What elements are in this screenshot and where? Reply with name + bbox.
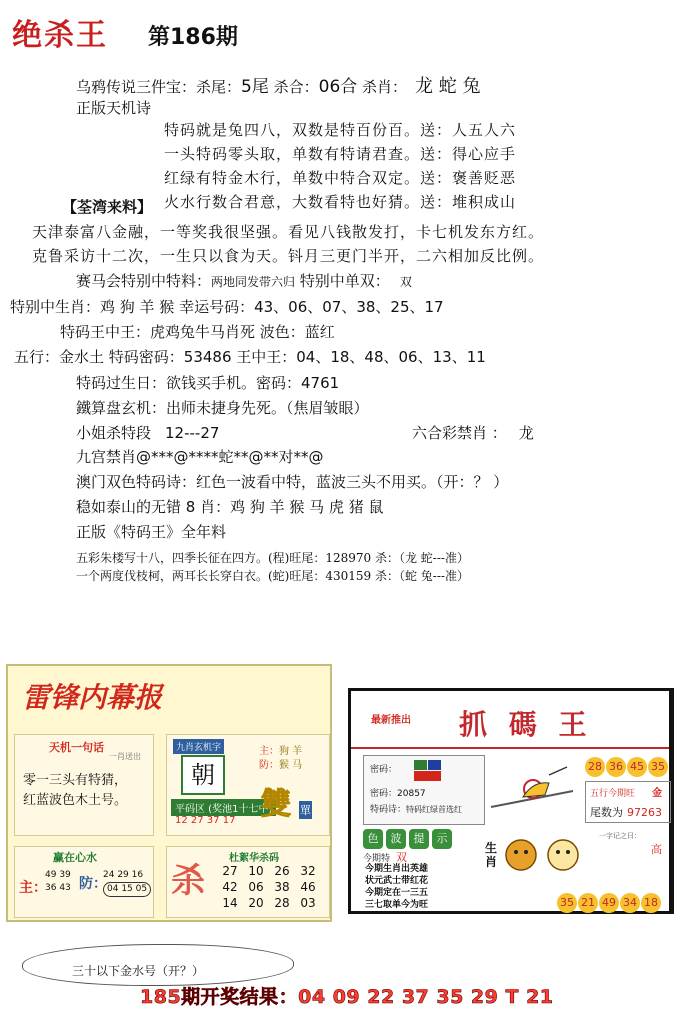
- hint-tag: 示: [432, 829, 452, 849]
- main-guard: [259, 745, 302, 773]
- issue-number: 第186期: [148, 25, 238, 50]
- phrase-line: 红蓝波色木土号。: [23, 793, 128, 808]
- guard2-row: 04 15 05: [103, 882, 151, 897]
- zodiac-vertical: [485, 841, 497, 869]
- zodiac-char: 肖: [485, 855, 498, 869]
- main2-label: 主：: [19, 880, 47, 896]
- kill-zodiac: 龙 蛇 兔: [415, 76, 481, 97]
- verse-line: 状元武士带红花: [365, 876, 429, 886]
- hot-number-ball: 45: [627, 757, 647, 777]
- horse-label: 赛马会特别中特料：: [76, 272, 212, 290]
- poem-label: 特码诗：: [370, 805, 407, 815]
- side-label: 一字记之曰：: [599, 832, 641, 840]
- taishan-line: 稳如泰山的无错 8 肖：鸡 狗 羊 猴 马 虎 猪 鼠: [76, 498, 384, 516]
- phrase-sub: 一肖送出: [109, 752, 141, 761]
- bottom-number-ball: 18: [641, 893, 661, 913]
- bottom-number-ball: 21: [578, 893, 598, 913]
- heart-title: 赢在心水: [53, 851, 97, 864]
- zodiac-char: 生: [485, 841, 498, 855]
- poem-line: 火水行数合君意，大数看特也好猜。送：堆积成山: [164, 193, 517, 211]
- grab-code-title: 抓 碼 王: [459, 708, 593, 741]
- phrase-line: 零一三头有特猜，: [23, 773, 128, 788]
- tail-label: 尾数为: [590, 806, 623, 819]
- horse-line: [76, 270, 412, 291]
- draw-result: 185期开奖结果：04 09 22 37 35 29 T 21: [140, 986, 554, 1008]
- birthday-line: 特码过生日：欲钱买手机。密码：4761: [76, 374, 340, 392]
- main-value: 狗 羊: [279, 746, 303, 757]
- guard2-row: 24 29 16: [103, 870, 144, 880]
- grab-code-header: [351, 691, 669, 749]
- lei-feng-panel: [6, 664, 332, 922]
- lead-line: 克鲁采访十二次，一生只以食为天。钭月三更门半开，二六相加反比例。: [32, 247, 545, 265]
- hint-tag: 色: [363, 829, 383, 849]
- heart-box: [14, 846, 154, 918]
- liuhe-ban-value: 龙: [518, 424, 534, 442]
- tail-block: [76, 549, 469, 585]
- single-char: 單: [299, 801, 312, 819]
- secret-title: 九肖玄机字: [173, 739, 224, 754]
- main-label: 主：: [259, 746, 279, 757]
- verse-line: 今期定在一三五: [365, 888, 429, 898]
- password-value: 20857: [397, 789, 426, 799]
- bottom-number-ball: 35: [557, 893, 577, 913]
- today-label: 今期特: [363, 854, 391, 864]
- double-char: 雙: [261, 787, 291, 822]
- kill-combo-label: 杀合：: [268, 78, 319, 96]
- main2-numbers: [45, 869, 71, 895]
- secret-box: [166, 734, 330, 836]
- kill-title: 杜絮华杀码: [229, 853, 279, 864]
- macau-line: 澳门双色特码诗：红色一波看中特，蓝波三头不用买。（开：？ ）: [76, 473, 509, 491]
- zodiac-line: 特别中生肖：鸡 狗 羊 猴 幸运号码：43、06、07、38、25、17: [10, 298, 444, 316]
- miss-kill-line: [76, 422, 219, 443]
- verse-line: 今期生肖出英雄: [365, 864, 429, 874]
- kill-row: 14 20 28 03: [222, 896, 316, 910]
- guard-label: 防：: [259, 760, 279, 771]
- five-elements-line: 五行：金水土 特码密码：53486 王中王：04、18、48、06、13、11: [14, 348, 486, 366]
- today-value: 双: [396, 851, 408, 864]
- bottom-number-ball: 49: [599, 893, 619, 913]
- password-box: [363, 755, 485, 825]
- poem-line: 一头特码零头取，单数有特请君查。送：得心应手: [164, 145, 517, 163]
- hint-tags: [363, 827, 455, 849]
- horse-value: 两地同发带六归: [211, 275, 296, 289]
- level-numbers: 12 27 37 17: [175, 815, 236, 826]
- lead-line: 天津泰富八金融，一等奖我很坚强。看见八钱散发打，卡七机发东方红。: [32, 223, 545, 241]
- guard2-numbers: [103, 869, 151, 897]
- kill-zodiac-label: 杀肖：: [357, 78, 408, 96]
- five-elements-box: [585, 781, 671, 823]
- hot-number-ball: 36: [606, 757, 626, 777]
- zodiac-faces: [501, 835, 585, 879]
- miss-kill-value: 12---27: [165, 424, 220, 442]
- logo-icon: [414, 760, 442, 782]
- verse-line: 三七取单今为旺: [365, 900, 429, 910]
- poem-line: 红绿有特金木行，单数中特合双定。送：褒善贬恶: [164, 169, 517, 187]
- hot-number-ball: 35: [648, 757, 668, 777]
- five-label: 五行今期旺: [590, 789, 636, 799]
- code-label: 密码：: [370, 789, 398, 799]
- main2-row: 36 43: [45, 883, 71, 893]
- kill-combo: 06合: [318, 77, 358, 97]
- level-chip: 平码区 (奖池1十七中): [171, 797, 276, 816]
- three-treasures-line: [76, 72, 481, 98]
- side-value: 高: [651, 843, 662, 856]
- bottom-number-ball: 34: [620, 893, 640, 913]
- odd-even-label: 特别中单双：: [295, 272, 390, 290]
- lei-feng-title: 雷锋内幕报: [22, 681, 163, 714]
- tail-value: 97263: [627, 806, 662, 819]
- poem-block: [164, 118, 516, 214]
- five-value: 金: [652, 788, 662, 799]
- phrase-title: 天机一句话: [49, 741, 104, 754]
- poem-title: 正版天机诗: [76, 99, 152, 117]
- guard-value: 猴 马: [279, 760, 303, 771]
- logo: 绝杀王: [12, 18, 108, 53]
- hot-numbers: [585, 755, 669, 777]
- liuhe-ban-line: [412, 422, 534, 443]
- password-label: 密码：: [370, 765, 398, 775]
- tail-line: 五彩朱楼写十八，四季长征在四方。(程)旺尾：128970 杀：（龙 蛇---准）: [76, 551, 469, 565]
- phrase-box: [14, 734, 154, 836]
- kill-char: 杀: [171, 861, 205, 901]
- new-label: 最新推出: [371, 715, 411, 726]
- main2-row: 49 39: [45, 870, 71, 880]
- phrase-text: [23, 771, 127, 811]
- tail-line: 一个两度伐枝柯，两耳长长穿白衣。(蛇)旺尾：430159 杀：（蛇 兔---准）: [76, 569, 469, 583]
- odd-even-value: 双: [399, 275, 412, 289]
- three-treasures-label: 乌鸦传说三件宝：杀尾：: [76, 78, 242, 96]
- kill-tail: 5尾: [241, 77, 269, 97]
- cloud-text: 三十以下金水号（开？）: [72, 964, 205, 978]
- hint-tag: 提: [409, 829, 429, 849]
- hot-number-ball: 28: [585, 757, 605, 777]
- kill-grid: [217, 863, 321, 911]
- iron-abacus-line: 鐵算盘玄机：出师未捷身先死。（焦眉皱眼）: [76, 399, 369, 417]
- hint-tag: 波: [386, 829, 406, 849]
- lead-block: [32, 220, 544, 268]
- nine-palace-line: 九宫禁肖@***@****蛇**@**对**@: [76, 448, 324, 466]
- kill-box: [166, 846, 330, 918]
- grab-code-panel: [348, 688, 674, 914]
- kill-row: 42 06 38 46: [222, 880, 316, 894]
- miss-kill-label: 小姐杀特段: [76, 424, 152, 442]
- liuhe-ban-label: 六合彩禁肖 ：: [412, 424, 507, 442]
- bottom-numbers: [557, 891, 662, 913]
- poem-line: 特码就是兔四八，双数是特百份百。送：人五人六: [164, 121, 517, 139]
- verse-block: [365, 863, 428, 911]
- full-year-line: 正版《特码王》全年料: [76, 523, 227, 541]
- kill-row: 27 10 26 32: [222, 864, 316, 878]
- king-line: 特码王中王：虎鸡兔牛马肖死 波色：蓝红: [60, 323, 335, 341]
- guard2-label: 防：: [79, 876, 107, 892]
- poem-value: 特码红绿首选红: [406, 805, 463, 814]
- skier-illustration: [487, 761, 577, 817]
- source-label: 【荃湾来料】: [62, 198, 153, 216]
- zhao-char: 朝: [181, 755, 225, 795]
